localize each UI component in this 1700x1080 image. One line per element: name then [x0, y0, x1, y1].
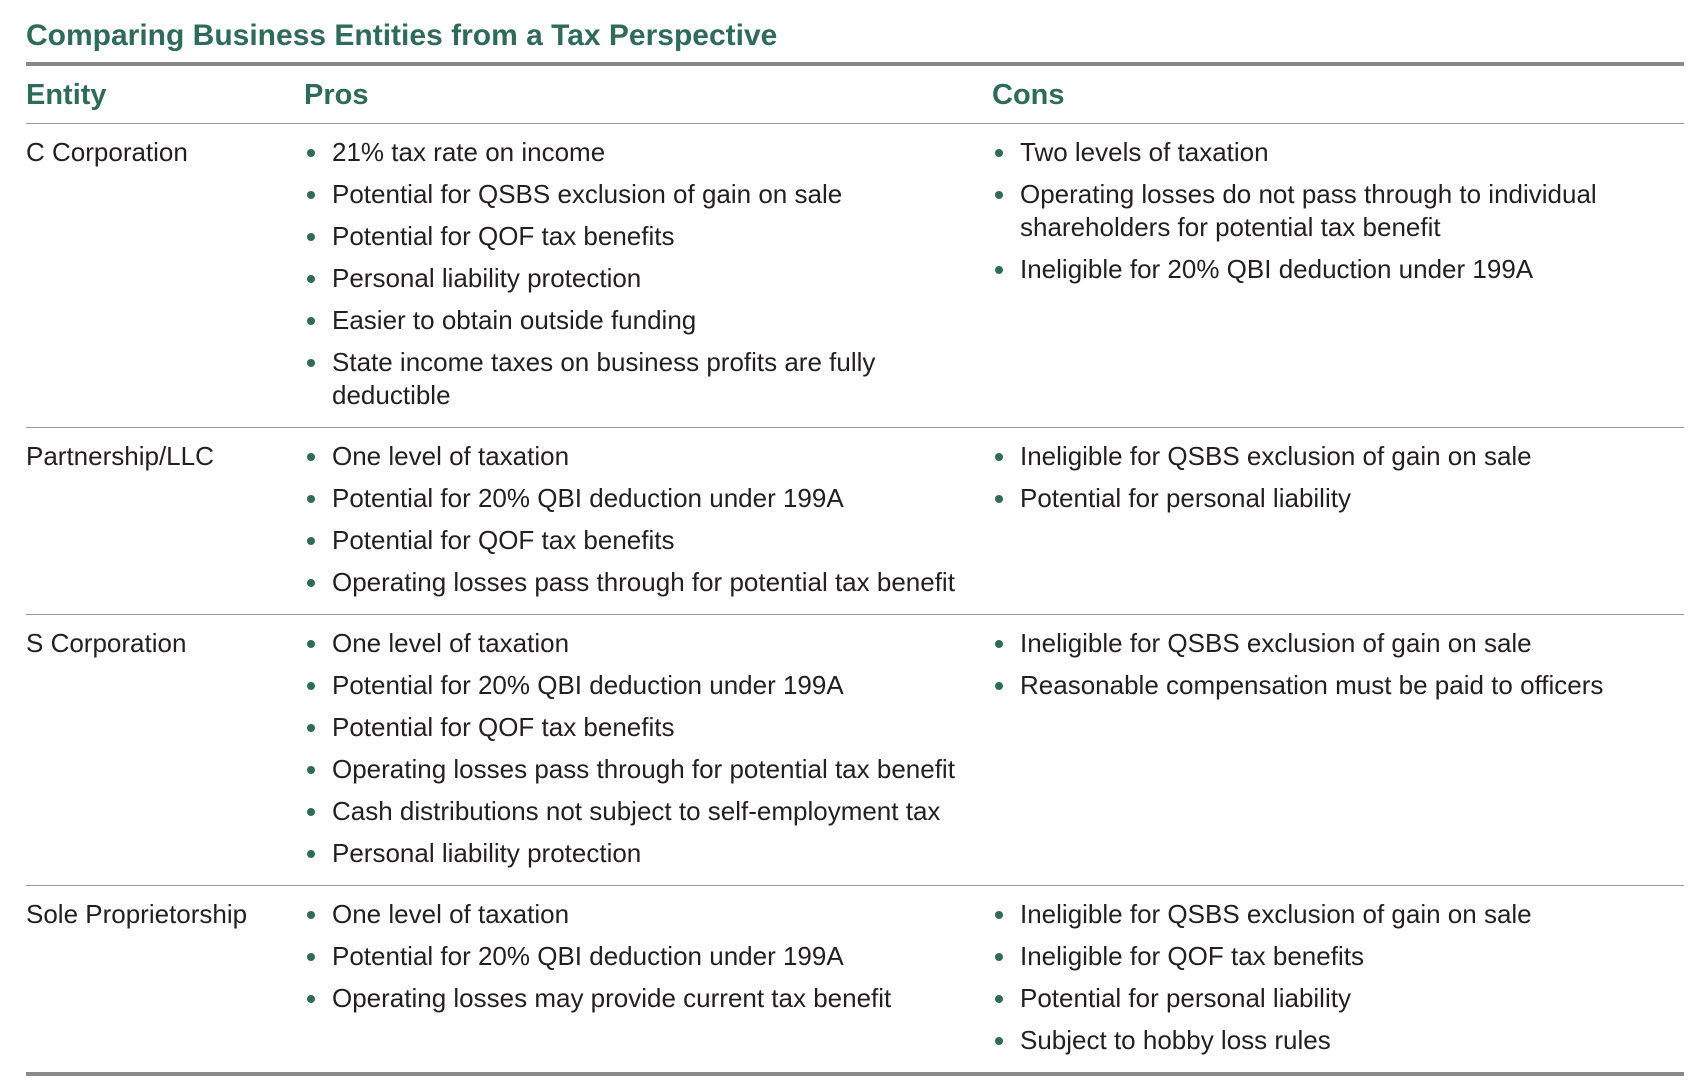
pro-item [304, 982, 980, 1015]
bullet-icon [995, 682, 1003, 690]
cons-cell [992, 136, 1684, 421]
bullet-icon [307, 953, 315, 961]
con-item [992, 982, 1664, 1015]
pro-item [304, 753, 980, 786]
cons-list [992, 627, 1664, 702]
pros-cell [304, 440, 992, 608]
con-item [992, 136, 1664, 169]
pro-item [304, 136, 980, 169]
con-text: Two levels of taxation [1020, 137, 1269, 167]
cons-cell [992, 898, 1684, 1066]
con-text: Ineligible for QSBS exclusion of gain on sale [1020, 628, 1532, 658]
table-row [26, 124, 1684, 427]
pro-text: Operating losses may provide current tax benefit [332, 983, 892, 1013]
pro-item [304, 178, 980, 211]
bullet-icon [307, 766, 315, 774]
con-item [992, 940, 1664, 973]
comparison-table-container [26, 0, 1684, 1076]
pro-item [304, 566, 980, 599]
pro-text: Potential for QOF tax benefits [332, 712, 675, 742]
bullet-icon [307, 579, 315, 587]
con-text: Ineligible for QSBS exclusion of gain on sale [1020, 899, 1532, 929]
bullet-icon [995, 640, 1003, 648]
pros-list [304, 898, 980, 1015]
header-entity: Entity [26, 79, 107, 111]
bullet-icon [995, 1037, 1003, 1045]
table-row [26, 615, 1684, 885]
header-cons: Cons [992, 79, 1065, 111]
bullet-icon [995, 266, 1003, 274]
bullet-icon [307, 724, 315, 732]
bullet-icon [307, 275, 315, 283]
con-text: Reasonable compensation must be paid to officers [1020, 670, 1604, 700]
pro-text: Potential for QOF tax benefits [332, 525, 675, 555]
con-item [992, 482, 1664, 515]
pro-text: Personal liability protection [332, 263, 642, 293]
pro-item [304, 627, 980, 660]
cons-list [992, 136, 1664, 286]
cons-list [992, 440, 1664, 515]
pro-text: Cash distributions not subject to self-employment tax [332, 796, 941, 826]
pro-item [304, 898, 980, 931]
con-text: Ineligible for QOF tax benefits [1020, 941, 1364, 971]
pro-text: Potential for 20% QBI deduction under 199A [332, 483, 844, 513]
pro-text: Potential for QSBS exclusion of gain on sale [332, 179, 843, 209]
pro-text: Potential for 20% QBI deduction under 199A [332, 941, 844, 971]
pro-text: Operating losses pass through for potential tax benefit [332, 754, 955, 784]
cons-list [992, 898, 1664, 1057]
bullet-icon [307, 317, 315, 325]
pro-item [304, 524, 980, 557]
bullet-icon [995, 149, 1003, 157]
pro-text: Potential for 20% QBI deduction under 199A [332, 670, 844, 700]
con-item [992, 627, 1664, 660]
con-text: Ineligible for QSBS exclusion of gain on sale [1020, 441, 1532, 471]
pro-item [304, 220, 980, 253]
bullet-icon [307, 911, 315, 919]
bullet-icon [995, 953, 1003, 961]
pro-text: One level of taxation [332, 899, 570, 929]
pro-item [304, 837, 980, 870]
con-text: Subject to hobby loss rules [1020, 1025, 1331, 1055]
bullet-icon [307, 537, 315, 545]
pros-list [304, 627, 980, 870]
bullet-icon [307, 850, 315, 858]
table-title: Comparing Business Entities from a Tax Perspective [26, 19, 778, 52]
table-body [26, 123, 1684, 1072]
pro-item [304, 669, 980, 702]
cons-cell [992, 440, 1684, 608]
pro-item [304, 795, 980, 828]
bullet-icon [995, 453, 1003, 461]
con-item [992, 440, 1664, 473]
pro-text: 21% tax rate on income [332, 137, 606, 167]
pros-cell [304, 627, 992, 879]
bullet-icon [307, 995, 315, 1003]
entity-name: Sole Proprietorship [26, 899, 248, 929]
con-text: Ineligible for 20% QBI deduction under 199A [1020, 254, 1534, 284]
con-text: Potential for personal liability [1020, 983, 1351, 1013]
pros-cell [304, 136, 992, 421]
entity-name: C Corporation [26, 137, 188, 167]
pro-text: One level of taxation [332, 628, 570, 658]
pro-text: One level of taxation [332, 441, 570, 471]
bullet-icon [307, 682, 315, 690]
bullet-icon [307, 149, 315, 157]
entity-name: Partnership/LLC [26, 441, 214, 471]
pros-list [304, 440, 980, 599]
bullet-icon [307, 453, 315, 461]
cons-cell [992, 627, 1684, 879]
pro-text: Operating losses pass through for potential tax benefit [332, 567, 955, 597]
bullet-icon [995, 995, 1003, 1003]
pro-text: Potential for QOF tax benefits [332, 221, 675, 251]
con-text: Potential for personal liability [1020, 483, 1351, 513]
pro-item [304, 940, 980, 973]
pro-item [304, 711, 980, 744]
pro-item [304, 304, 980, 337]
con-item [992, 669, 1664, 702]
bullet-icon [307, 495, 315, 503]
pro-item [304, 440, 980, 473]
bullet-icon [307, 640, 315, 648]
pro-text: State income taxes on business profits are fully deductible [332, 347, 876, 410]
bullet-icon [307, 808, 315, 816]
bullet-icon [307, 359, 315, 367]
pro-text: Easier to obtain outside funding [332, 305, 697, 335]
pro-item [304, 346, 980, 412]
entity-name: S Corporation [26, 628, 187, 658]
table-header-row [26, 66, 1684, 123]
bullet-icon [307, 191, 315, 199]
bullet-icon [995, 495, 1003, 503]
con-item [992, 898, 1664, 931]
pro-item [304, 482, 980, 515]
con-item [992, 178, 1664, 244]
bullet-icon [995, 191, 1003, 199]
pros-cell [304, 898, 992, 1066]
con-text: Operating losses do not pass through to individual shareholders for potential tax benefit [1020, 179, 1597, 242]
pros-list [304, 136, 980, 412]
pro-item [304, 262, 980, 295]
bullet-icon [995, 911, 1003, 919]
bullet-icon [307, 233, 315, 241]
bottom-rule [26, 1072, 1684, 1076]
table-row [26, 428, 1684, 614]
pro-text: Personal liability protection [332, 838, 642, 868]
con-item [992, 253, 1664, 286]
table-row [26, 886, 1684, 1072]
con-item [992, 1024, 1664, 1057]
header-pros: Pros [304, 79, 369, 111]
